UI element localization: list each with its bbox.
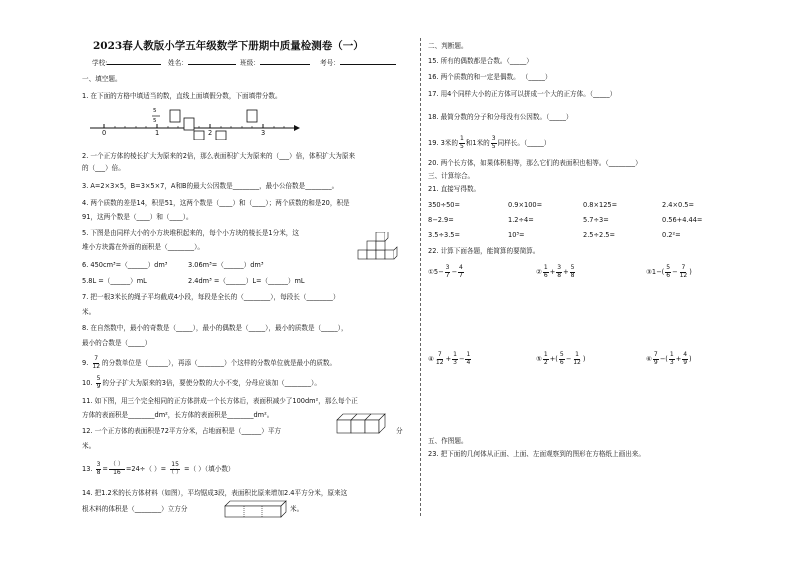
frac: $\frac{1}{4}$: [466, 351, 471, 366]
question-6d: 2.4dm³ =（______）L=（______）mL: [188, 277, 305, 285]
frac: $\frac{1}{6}$: [543, 264, 548, 279]
q19-fraction-b: $\frac{3}{5}$: [491, 135, 496, 150]
question-11: 11. 如下图，用三个完全相同的正方体拼成一个长方体后，表面积减少了100dm²，那么每个正: [82, 397, 358, 405]
frac: $\frac{5}{6}$: [666, 264, 671, 279]
section-2-heading: 二、判断题。: [428, 42, 468, 50]
question-17: 17. 用4个同样大小的正方体可以拼成一个大的正方体。（_____）: [428, 90, 617, 98]
expression-4: ④ $\frac{7}{12}$ + $\frac{1}{3}$ − $\frac{1}{4}$: [428, 351, 471, 366]
cube-stack-figure: [356, 232, 404, 262]
q13-fraction-b: $\frac{( )}{16}$: [109, 461, 124, 476]
question-7-cont: 米。: [82, 308, 96, 316]
frac: $\frac{4}{9}$: [683, 351, 688, 366]
question-6b: 3.06m³=（______）dm³: [188, 261, 264, 269]
q13-fraction: $\frac{3}{8}$: [96, 461, 101, 476]
frac: $\frac{1}{12}$: [573, 351, 581, 366]
tick-label-3: 3: [261, 129, 266, 137]
question-2-cont: 的（___）倍。: [82, 164, 125, 172]
calc-cell: 0.2²=: [662, 231, 681, 239]
q13-fraction-c: $\frac{15}{( )}$: [168, 461, 183, 476]
question-18: 18. 最简分数的分子和分母没有公因数。（_____）: [428, 113, 573, 121]
calc-cell: 0.8×125=: [583, 201, 618, 209]
question-8-cont: 最小的合数是（_____）: [82, 339, 152, 347]
expression-2: ② $\frac{1}{6}$ + $\frac{3}{8}$ + $\frac{5}{8}$: [536, 264, 575, 279]
frac: $\frac{5}{8}$: [570, 264, 575, 279]
question-13: 13. $\frac{3}{8}$ = $\frac{( )}{16}$ =24÷（ ）= $\frac{15}{( )}$ =（ ）（填小数）: [82, 461, 235, 476]
header-class: 班级：: [240, 57, 310, 67]
tick-label-1: 1: [155, 129, 160, 137]
question-8: 8. 在自然数中，最小的奇数是（_____），最小的偶数是（_____），最小的质数是（_____），: [82, 324, 348, 332]
frac: $\frac{3}{7}$: [445, 264, 450, 279]
q9-fraction: $\frac{7}{12}$: [92, 355, 101, 370]
three-cubes-figure: [336, 412, 388, 434]
question-15: 15. 所有的偶数都是合数。（_____）: [428, 57, 533, 65]
q10-fraction: $\frac{5}{9}$: [96, 375, 101, 390]
question-6c: 5.8L =（______）mL: [82, 277, 147, 285]
header-school: 学校:: [92, 57, 161, 67]
number-line: [82, 104, 302, 140]
calc-cell: 2.5÷2.5=: [583, 231, 616, 239]
calc-cell: 8−2.9=: [428, 216, 454, 224]
header-exam-no: 考号：: [320, 57, 396, 67]
question-2: 2. 一个正方体的棱长扩大为原来的2倍，那么表面积扩大为原来的（___）倍，体积扩大为原来: [82, 152, 356, 160]
question-4: 4. 两个质数的差是14，积是51，这两个数是（____）和（____）；两个质数的和是20，积是: [82, 199, 350, 207]
frac: $\frac{1}{2}$: [543, 351, 548, 366]
question-12-cont: 米。: [82, 442, 96, 450]
calc-cell: 2.4×0.5=: [662, 201, 695, 209]
q19-fraction-a: $\frac{1}{5}$: [459, 135, 464, 150]
frac: $\frac{4}{7}$: [459, 264, 463, 279]
section-5-heading: 五、作图题。: [428, 437, 468, 445]
question-14-unit: 米。: [290, 505, 304, 513]
numline-frac-bottom: 5: [153, 118, 157, 124]
question-5: 5. 下图是由同样大小的小方块堆积起来的，每个小方块的棱长是1分米，这: [82, 229, 299, 237]
question-12-unit: 分: [396, 427, 403, 435]
frac: $\frac{7}{12}$: [435, 351, 444, 366]
calc-cell: 1.2÷4=: [508, 216, 534, 224]
expression-5: ⑤ $\frac{1}{2}$ +( $\frac{5}{6}$ − $\frac{1}{12}$ ): [536, 351, 586, 366]
calc-cell: 10³=: [508, 231, 525, 239]
frac: $\frac{7}{9}$: [653, 351, 658, 366]
frac: $\frac{1}{3}$: [669, 351, 674, 366]
question-16: 16. 两个质数的和一定是偶数。 （_____）: [428, 73, 552, 81]
question-4-cont: 91，这两个数是（____）和（____）。: [82, 213, 193, 221]
column-divider: [420, 38, 421, 516]
question-7: 7. 把一根3米长的绳子平均截成4小段，每段是全长的（________），每段长（________）: [82, 293, 340, 301]
question-14: 14. 把1.2米的长方体材料（如图），平均锯成3段，表面积比原来增加2.4平方分米，原来这: [82, 489, 348, 497]
tick-label-2: 2: [208, 129, 213, 137]
calc-cell: 0.56+4.44=: [662, 216, 703, 224]
calc-cell: 3.5÷3.5=: [428, 231, 461, 239]
calc-cell: 350÷50=: [428, 201, 461, 209]
question-1: 1. 在下面的方格中填适当的数，直线上面填假分数，下面填带分数。: [82, 92, 282, 100]
header-name: 姓名：: [168, 57, 236, 67]
frac: $\frac{1}{3}$: [453, 351, 457, 366]
calc-cell: 5.7÷3=: [583, 216, 609, 224]
question-12: 12. 一个正方体的表面积是72平方分米，占地面积是（______）平方: [82, 427, 282, 435]
question-11-cont: 方体的表面积是________dm²，长方体的表面积是________dm²。: [82, 411, 274, 419]
calc-cell: 0.9×100=: [508, 201, 543, 209]
question-10: 10. $\frac{5}{9}$ 的分子扩大为原来的3倍，要使分数的大小不变，分母应该加（________）。: [82, 375, 321, 390]
expression-6: ⑥ $\frac{7}{9}$ −( $\frac{1}{3}$ + $\frac{4}{9}$ ): [646, 351, 692, 366]
frac: $\frac{3}{8}$: [557, 264, 562, 279]
section-1-heading: 一、填空题。: [82, 75, 122, 83]
question-5-cont: 堆小方块露在外面的面积是（________）。: [82, 243, 204, 251]
question-23: 23. 把下面的几何体从正面、上面、左面观察到的图形在方格纸上画出来。: [428, 450, 645, 458]
question-3: 3. A=2×3×5，B=3×5×7，A和B的最大公因数是________，最小公倍数是________。: [82, 182, 339, 190]
frac: $\frac{7}{12}$: [679, 264, 688, 279]
cuboid-figure: [224, 500, 288, 518]
question-19: 19. 3米的 $\frac{1}{5}$ 和1米的 $\frac{3}{5}$ 同样长。（_____）: [428, 135, 551, 150]
question-9: 9. $\frac{7}{12}$ 的分数单位是（______），再添（________）个这样的分数单位就是最小的质数。: [82, 355, 337, 370]
frac: $\frac{5}{6}$: [559, 351, 564, 366]
page-title: 2023春人教版小学五年级数学下册期中质量检测卷（一）: [93, 40, 364, 52]
question-21: 21. 直接写得数。: [428, 185, 481, 193]
question-20: 20. 两个长方体，如果体积相等，那么它们的表面积也相等。（________）: [428, 159, 642, 167]
question-14-cont: 根木料的体积是（________）立方分: [82, 505, 188, 513]
section-3-heading: 三、计算综合。: [428, 172, 475, 180]
question-22: 22. 计算下面各题，能简算的要简算。: [428, 247, 540, 255]
tick-label-0: 0: [102, 129, 107, 137]
expression-3: ③1−( $\frac{5}{6}$ − $\frac{7}{12}$ ): [646, 264, 692, 279]
expression-1: ①5− $\frac{3}{7}$ − $\frac{4}{7}$: [428, 264, 463, 279]
question-6a: 6. 450cm³=（______）dm³: [82, 261, 168, 269]
numline-frac-top: 5: [153, 108, 157, 114]
